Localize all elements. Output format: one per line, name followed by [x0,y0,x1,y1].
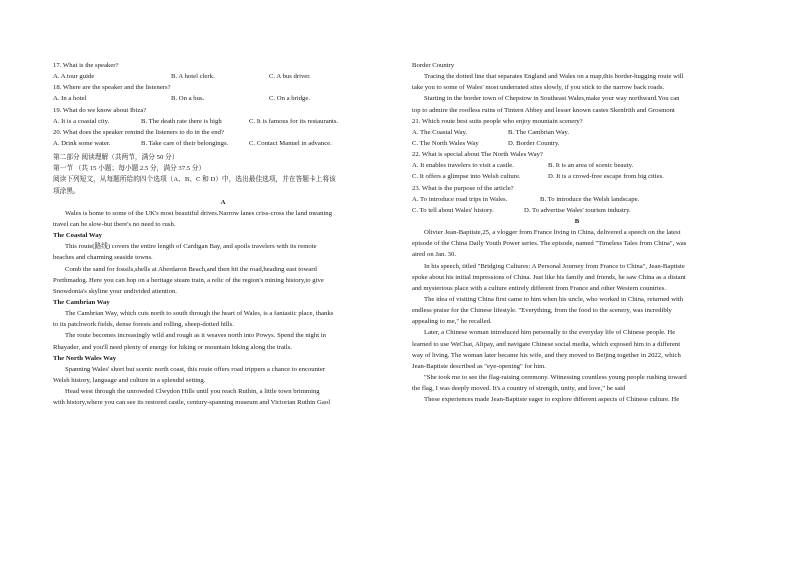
passage-text: This route(路线) covers the entire length of Cardigan Bay, and spoils travelers with its remote [65,243,317,251]
option-c: C. On a bridge. [269,95,311,103]
passage-text: Snowdonia's skyline your undivided attention. [53,287,177,295]
passage-text: Rhayader, and you'll need plenty of energy for hiking or mountain biking along the trails. [53,343,292,351]
passage-text: to its patchwork fields, dense forests and rolling, sheep-dotted hills. [53,321,234,329]
passage-text: In his speech, titled "Bridging Cultures: A Personal Journey from France to China", Jean-Baptiste [424,262,685,270]
option-a: A. Drink some water. [53,139,111,147]
passage-text: appealing to me," he recalled. [412,318,492,326]
option-c: C. A bus driver. [269,73,311,81]
question-17-options [53,71,393,82]
route-heading: The North Wales Way [53,354,117,362]
passage-text: "She took me to see the flag-raising ceremony. Witnessing countless young people rushing toward [424,373,687,381]
right-column [412,60,742,405]
passage-text: The Cambrian Way, which cuts north to south through the heart of Wales, is a fantastic place, thanks [65,310,334,318]
passage-text: Welsh history, language and culture in a splendid setting. [53,376,206,384]
option-c: C. It offers a glimpse into Welsh culture. [412,173,521,181]
question-18-options [53,93,393,104]
option-a: A. In a hotel [53,95,87,103]
option-b: B. A hotel clerk. [171,73,215,81]
passage-text: Wales is home to some of the UK's most beautiful drives.Narrow lanes criss-cross the land meaning [65,209,332,217]
question-22-options-ab [412,160,742,171]
passage-text: top to admire the roofless ruins of Tintern Abbey and lesser known castes Skenfrith and Grosmont [412,106,675,114]
question-17: 17. What is the speaker? [53,62,119,69]
passage-text: spoke about his initial impressions of China. Just like his family and friends, he saw China as a distant [412,273,686,281]
question-21-options-ab [412,127,742,138]
question-21-options-cd [412,138,742,149]
route-heading: The Coastal Way [53,232,102,240]
question-19: 19. What do we know about Ibiza? [53,106,147,114]
instructions-line-1: 阅读下列短文，从每题所给的四个选项（A、B、C 和 D）中，选出最佳选项，并在答题卡上将该 [53,176,336,184]
passage-text: travel can be slow-but there's no need to rush. [53,220,176,228]
passage-text: Tracing the dotted line that separates England and Wales on a map,this border-hugging route will [424,73,684,81]
option-a: A. To introduce road trips in Wales. [412,195,508,203]
option-a: A. A tour guide [53,73,95,81]
passage-text: Later, a Chinese woman introduced him personally to the everyday life of Chinese people. He [424,329,676,337]
question-18: 18. Where are the speaker and the listeners? [53,84,171,92]
option-b: B. On a bus. [171,95,205,103]
passage-text: Border Country [412,62,455,69]
passage-text: Porthmadog. Here you can hop on a heritage steam train, a relic of the region's mining history,to give [53,276,324,284]
option-c: C. The North Wales Way [412,139,479,147]
option-c: C. To tell about Wales' history. [412,206,494,214]
passage-text: Comb the sand for fossils,shells at Aberdaron Beach,and then hit the road,heading east toward [65,265,317,273]
passage-text: learned to use WeChat, Alipay, and navigate Chinese social media, which exposed him to a different [412,340,681,348]
passage-text: beaches and charming seaside towns. [53,254,153,262]
route-heading: The Cambrian Way [53,298,110,306]
passage-text: aired on Jan. 30. [412,251,457,259]
option-b: B. To introduce the Welsh landscape. [540,195,640,203]
option-b: B. It is an area of scenic beauty. [548,162,634,170]
option-d: D. To advertise Wales' tourism industry. [524,206,631,214]
passage-text: The route becomes increasingly wild and rough as it weaves north into Powys. Spend the night in [65,332,326,340]
question-20-options [53,138,393,149]
option-a: A. The Coastal Way. [412,128,468,136]
passage-text: the flag, I was deeply moved. It's a country of strength, unity, and love," he said [412,385,626,393]
passage-text: Jean-Baptiste described as "eye-opening" for him. [412,362,546,370]
passage-text: and mysterious place with a culture entirely different from France and other Western countries. [412,284,666,292]
question-20: 20. What does the speaker remind the listeners to do in the end? [53,128,224,136]
passage-text: Spanning Wales' short but scenic north coast, this route offers road trippers a chance to encounter [65,365,326,373]
passage-text: episode of the China Daily Youth Power series. The episode, named "Timeless Tales from China", was [412,240,687,248]
question-19-options [53,116,393,127]
question-23-options-ab [412,194,742,205]
passage-text: Olivier Jean-Baptiste,25, a vlogger from France living in China, delivered a speech on the latest [424,229,681,237]
option-c: C. Contact Manuel in advance. [249,139,332,147]
option-a: A. It enables travelers to visit a castle. [412,162,514,170]
section-subtitle: 第一节 （共 15 小题；每小题 2.5 分，满分 37.5 分） [53,165,206,173]
passage-text: way of living. The woman later became his wife, and they moved to Beijing together in 2022, which [412,351,681,359]
option-d: D. It is a crowd-free escape from big cities. [548,173,664,181]
passage-text: take you to some of Wales' most underrated sites slowly, if you stick to the narrow back roads. [412,84,665,92]
option-d: D. Border Country. [508,139,560,147]
passage-text: These experiences made Jean-Baptiste eager to explore different aspects of Chinese culture. He [424,396,680,404]
option-c: C. It is famous for its restaurants. [249,117,339,125]
passage-b-label: B [574,217,580,225]
option-a: A. It is a coastal city. [53,117,110,125]
question-23-options-cd [412,205,742,216]
passage-text: with history,where you can see its restored castle, century-spanning museum and Victorian Ruthin Gaol [53,399,331,407]
passage-text: Starting in the border town of Chepstow in Southeast Wales,make your way northward.You can [424,95,680,103]
passage-a-label: A [220,198,226,206]
passage-text: Head west through the unrowded Clwydon Hills until you reach Ruthin, a little town brimming [65,388,320,396]
question-21: 21. Which route best suits people who enjoy mountain scenery? [412,117,583,125]
option-b: B. The Cambrian Way. [508,128,569,136]
question-22: 22. What is special about The North Wales Way? [412,151,543,159]
passage-text: endless praise for the Chinese lifestyle. "Everything, from the food to the scenery, was incredibly [412,307,672,315]
option-b: B. The death rate there is high [141,117,222,125]
left-column [53,60,393,408]
question-22-options-cd [412,171,742,182]
instructions-line-2: 项涂黑。 [53,187,80,195]
question-23: 23. What is the purpose of the article? [412,184,514,192]
passage-text: The idea of visiting China first came to him when his uncle, who worked in China, returned with [424,295,684,303]
section-title: 第二部分 阅读理解（共两节，满分 50 分） [53,154,179,162]
option-b: B. Take care of their belongings. [141,139,229,147]
